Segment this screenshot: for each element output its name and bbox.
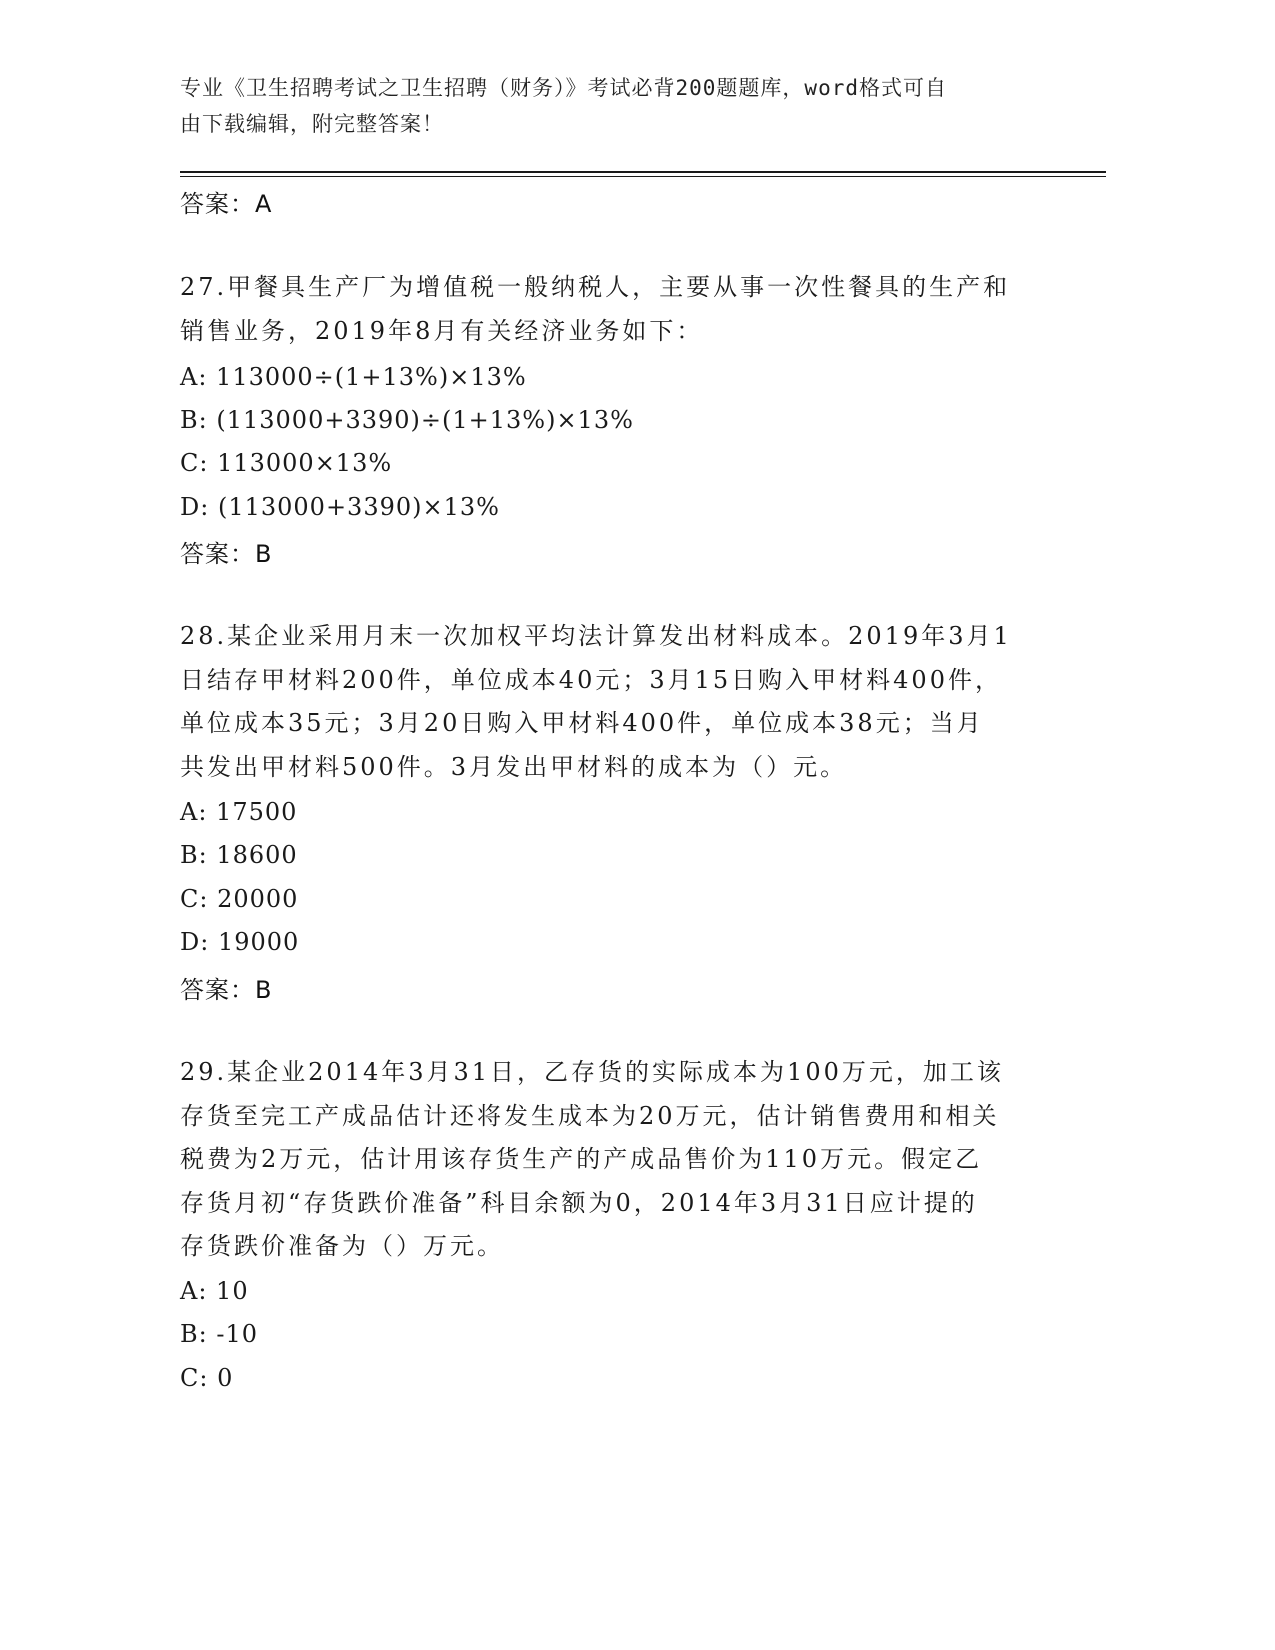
question-28-line-1: 28.某企业采用月末一次加权平均法计算发出材料成本。2019年3月1 [180, 622, 1012, 650]
question-28-answer: 答案：B [180, 976, 273, 1004]
document-header [180, 70, 1040, 142]
question-29-option-b: B: -10 [180, 1320, 258, 1348]
question-28-option-a: A: 17500 [180, 798, 298, 826]
question-27-option-d: D: (113000+3390)×13% [180, 493, 500, 521]
header-line-1: 专业《卫生招聘考试之卫生招聘（财务）》考试必背200题题库，word格式可自 [180, 76, 947, 100]
question-29-option-a: A: 10 [180, 1277, 249, 1305]
header-divider-thick [180, 171, 1106, 173]
header-line-2: 由下载编辑，附完整答案！ [180, 112, 444, 136]
header-divider-thin [180, 176, 1106, 177]
question-28-text [180, 615, 1040, 789]
question-29-line-2: 存货至完工产成品估计还将发生成本为20万元，估计销售费用和相关 [180, 1101, 1000, 1130]
previous-answer: 答案：A [180, 190, 273, 218]
question-28-option-b: B: 18600 [180, 841, 298, 869]
question-29-option-c: C: 0 [180, 1364, 234, 1392]
question-29-text [180, 1051, 1040, 1269]
question-28-option-d: D: 19000 [180, 928, 300, 956]
question-27-line-2: 销售业务，2019年8月有关经济业务如下： [180, 316, 704, 345]
question-27-answer: 答案：B [180, 540, 273, 568]
question-27-option-c: C: 113000×13% [180, 449, 393, 477]
question-27-line-1: 27.甲餐具生产厂为增值税一般纳税人，主要从事一次性餐具的生产和 [180, 273, 1011, 301]
question-27-option-a: A: 113000÷(1+13%)×13% [180, 363, 527, 391]
question-29-line-1: 29.某企业2014年3月31日，乙存货的实际成本为100万元，加工该 [180, 1058, 1004, 1086]
question-28-line-2: 日结存甲材料200件，单位成本40元；3月15日购入甲材料400件， [180, 665, 1002, 694]
question-29-line-5: 存货跌价准备为（）万元。 [180, 1232, 504, 1260]
question-29-line-4: 存货月初“存货跌价准备”科目余额为0，2014年3月31日应计提的 [180, 1188, 978, 1217]
question-28-option-c: C: 20000 [180, 885, 299, 913]
question-27-option-b: B: (113000+3390)÷(1+13%)×13% [180, 406, 634, 434]
question-29-line-3: 税费为2万元，估计用该存货生产的产成品售价为110万元。假定乙 [180, 1145, 983, 1173]
question-27-text [180, 266, 1040, 353]
question-28-line-4: 共发出甲材料500件。3月发出甲材料的成本为（）元。 [180, 752, 848, 781]
question-28-line-3: 单位成本35元；3月20日购入甲材料400件，单位成本38元；当月 [180, 709, 984, 737]
